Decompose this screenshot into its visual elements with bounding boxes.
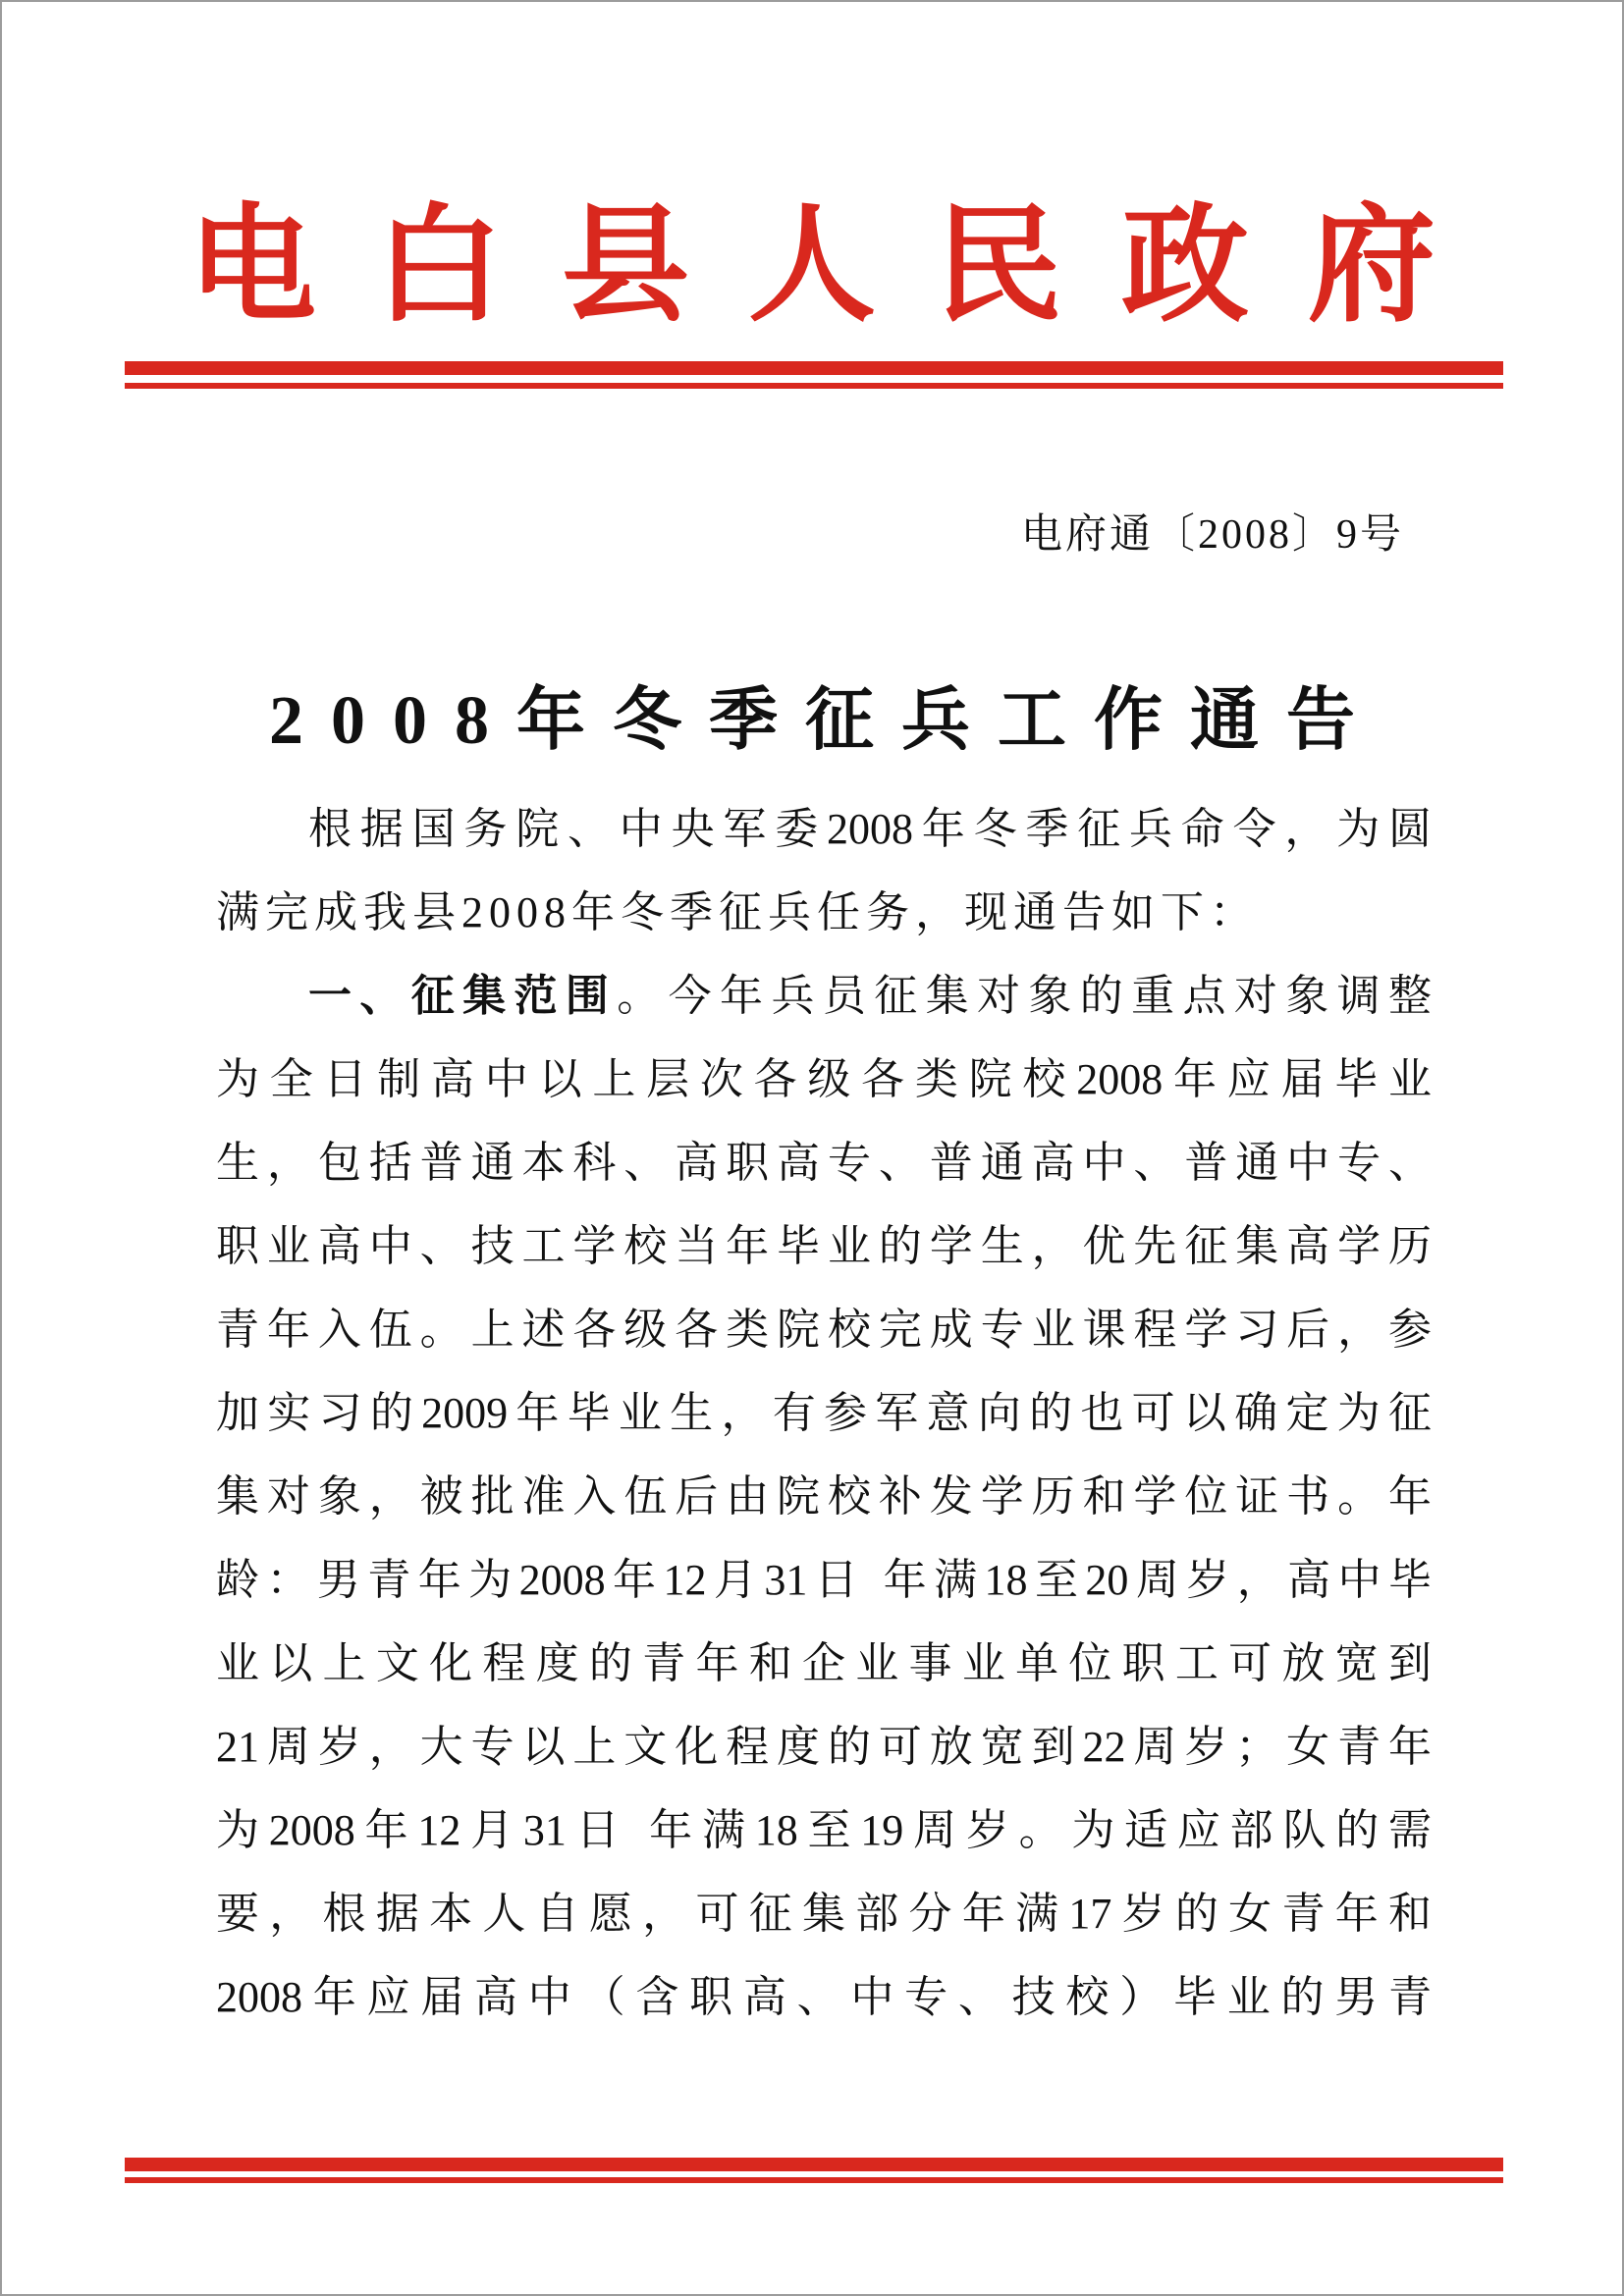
footer-divider-thin (125, 2177, 1503, 2183)
header-divider-thick (125, 361, 1503, 375)
document-reference-number: 电府通〔2008〕9号 (1020, 512, 1404, 558)
document-title: 2008年冬季征兵工作通告 (269, 683, 1382, 759)
document-body (216, 787, 1432, 2039)
footer-divider-thick (125, 2158, 1503, 2171)
section-heading: 一、征集范围 (308, 972, 618, 1020)
body-line-4: 为全日制高中以上层次各级各类院校2008年应届毕业 (216, 1055, 1432, 1103)
body-line-2: 满完成我县2008年冬季征兵任务，现通告如下： (216, 888, 1259, 936)
body-line-9: 集对象，被批准入伍后由院校补发学历和学位证书。年 (216, 1472, 1432, 1521)
body-line-6: 职业高中、技工学校当年毕业的学生，优先征集高学历 (216, 1222, 1432, 1270)
body-line-15: 2008年应届高中（含职高、中专、技校）毕业的男青 (216, 1973, 1432, 2021)
body-line-8: 加实习的2009年毕业生，有参军意向的也可以确定为征 (216, 1389, 1432, 1437)
issuing-authority-title: 电白县人民政府 (188, 196, 1494, 338)
body-line-5: 生，包括普通本科、高职高专、普通高中、普通中专、 (216, 1139, 1432, 1187)
body-line-3-text: 。今年兵员征集对象的重点对象调整 (617, 972, 1432, 1020)
body-line-11: 业以上文化程度的青年和企业事业单位职工可放宽到 (216, 1639, 1432, 1687)
body-line-13: 为2008年12月31日 年满18至19周岁。为适应部队的需 (216, 1806, 1432, 1854)
body-line-3 (216, 954, 1432, 1038)
body-line-14: 要，根据本人自愿，可征集部分年满17岁的女青年和 (216, 1890, 1432, 1938)
header-divider-thin (125, 383, 1503, 389)
body-line-1: 根据国务院、中央军委2008年冬季征兵命令，为圆 (308, 805, 1432, 853)
body-line-10: 龄：男青年为2008年12月31日 年满18至20周岁，高中毕 (216, 1556, 1432, 1604)
body-line-12: 21周岁，大专以上文化程度的可放宽到22周岁；女青年 (216, 1723, 1432, 1771)
body-line-7: 青年入伍。上述各级各类院校完成专业课程学习后，参 (216, 1306, 1432, 1354)
